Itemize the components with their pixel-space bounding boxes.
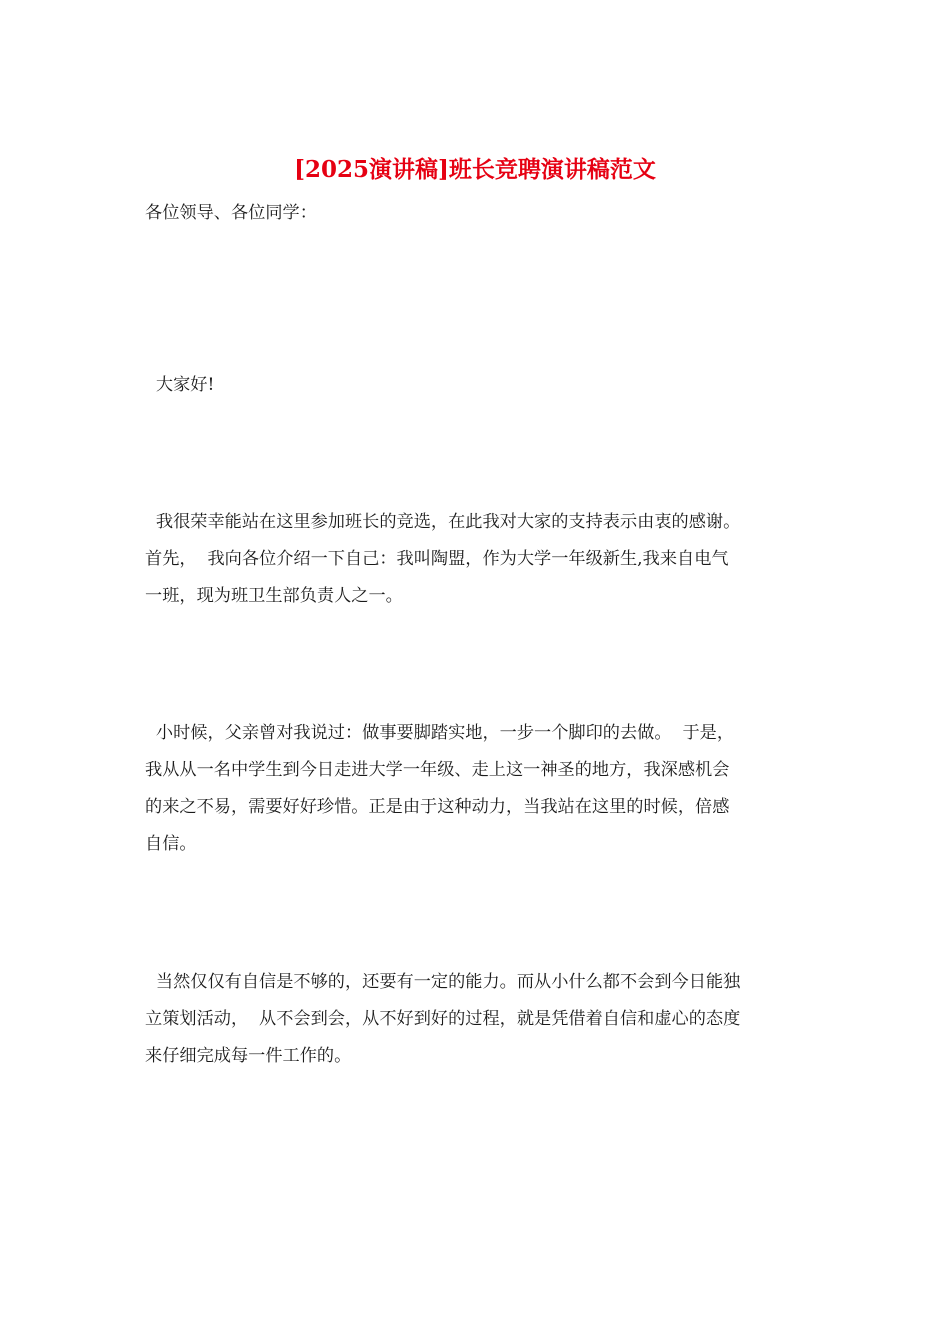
paragraph-3 xyxy=(145,964,810,1075)
paragraph-line: 当然仅仅有自信是不够的，还要有一定的能力。而从小什么都不会到今日能独 xyxy=(145,972,741,992)
paragraph-line: 首先， 我向各位介绍一下自己：我叫陶盟，作为大学一年级新生,我来自电气 xyxy=(145,549,729,569)
paragraph-2 xyxy=(145,715,810,863)
greeting: 大家好! xyxy=(145,375,215,395)
paragraph-line: 自信。 xyxy=(145,834,197,854)
paragraph-line: 我从从一名中学生到今日走进大学一年级、走上这一神圣的地方，我深感机会 xyxy=(145,760,730,780)
salutation: 各位领导、各位同学： xyxy=(145,203,317,223)
paragraph-line: 的来之不易，需要好好珍惜。正是由于这种动力，当我站在这里的时候，倍感 xyxy=(145,797,730,817)
paragraph-line: 我很荣幸能站在这里参加班长的竞选，在此我对大家的支持表示由衷的感谢。 xyxy=(145,512,741,532)
paragraph-1 xyxy=(145,504,810,615)
paragraph-line: 立策划活动， 从不会到会，从不好到好的过程，就是凭借着自信和虚心的态度 xyxy=(145,1009,741,1029)
paragraph-line: 来仔细完成每一件工作的。 xyxy=(145,1046,352,1066)
paragraph-line: 小时候，父亲曾对我说过：做事要脚踏实地，一步一个脚印的去做。 于是， xyxy=(145,723,735,743)
paragraph-line: 一班，现为班卫生部负责人之一。 xyxy=(145,586,403,606)
document-title: [2025演讲稿]班长竞聘演讲稿范文 xyxy=(294,156,656,183)
